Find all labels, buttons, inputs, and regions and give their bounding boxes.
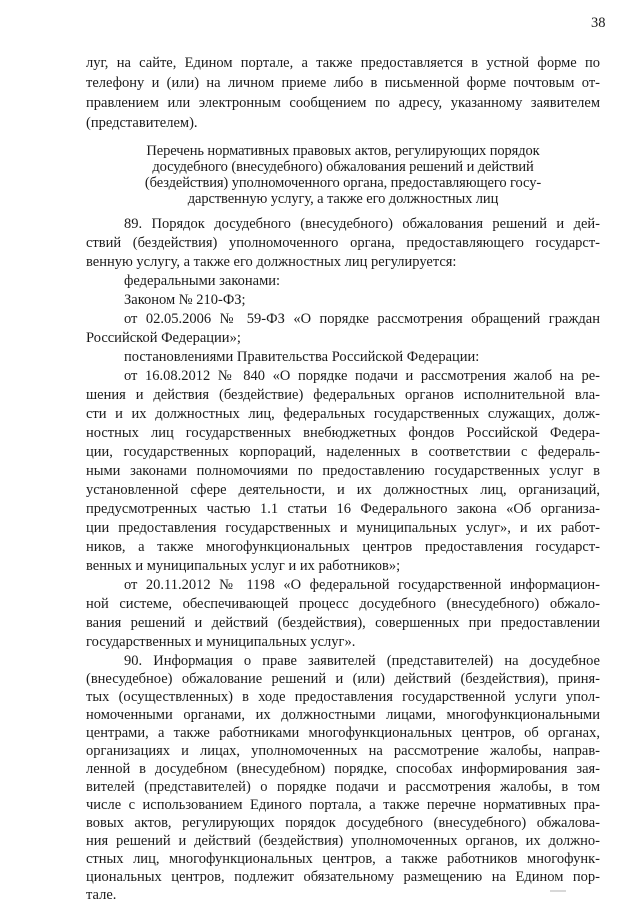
- text-line: (представителем).: [86, 115, 198, 131]
- text-line: Законом № 210-ФЗ;: [124, 292, 246, 308]
- text-line: вания решений и действий (бездействия), совершенных при предоставлении: [86, 615, 600, 631]
- text-line: вовых актов, регулирующих порядок досудебного (внесудебного) обжалова-: [86, 815, 600, 831]
- text-line: ствий (бездействия) уполномоченного органа, предоставляющего государст-: [86, 235, 600, 251]
- text-line: Российской Федерации»;: [86, 330, 241, 346]
- text-line: от 02.05.2006 № 59-ФЗ «О порядке рассмотрения обращений граждан: [124, 311, 600, 327]
- text-line: ции предоставления государственных и муниципальных услуг», и их работ-: [86, 520, 600, 536]
- text-line: от 20.11.2012 № 1198 «О федеральной государственной информацион-: [124, 577, 600, 593]
- text-line: от 16.08.2012 № 840 «О порядке подачи и рассмотрения жалоб на ре-: [124, 368, 600, 384]
- text-line: ной системе, обеспечивающей процесс досудебного (внесудебного) обжало-: [86, 596, 600, 612]
- text-line: предусмотренных частью 1.1 статьи 16 Федерального закона «Об организа-: [86, 501, 600, 517]
- text-line: ными законами полномочиями по предоставлению государственных услуг в: [86, 463, 600, 479]
- text-line: тых (осуществленных) в ходе предоставления государственной услуги упол-: [86, 689, 600, 705]
- section-heading-line: досудебного (внесудебного) обжалования решений и действий: [152, 159, 534, 175]
- text-line: организациях и лицах, уполномоченных на рассмотрение жалобы, направ-: [86, 743, 600, 759]
- text-line: установленной сфере деятельности, и их должностных лиц, организаций,: [86, 482, 600, 498]
- page-number: 38: [591, 15, 606, 31]
- text-line: номоченными органами, их должностными лицами, многофункциональными: [86, 707, 600, 723]
- section-heading-line: (бездействия) уполномоченного органа, предоставляющего госу-: [144, 175, 542, 191]
- text-line: центрами, а также работниками многофункциональных центров, об органах,: [86, 725, 600, 741]
- text-line: венных и муниципальных услуг и их работников»;: [86, 558, 401, 574]
- text-line: ния решений и действий (бездействия) уполномоченных органов, их должно-: [86, 833, 600, 849]
- text-line: ленной в досудебном (внесудебном) порядке, способах информирования зая-: [86, 761, 600, 777]
- text-line: (внесудебное) обжалование решений и (или) действий (бездействия), приня-: [86, 671, 600, 687]
- text-line: сти и их должностных лиц, федеральных государственных служащих, долж-: [86, 406, 600, 422]
- section-heading-line: дарственную услугу, а также его должностных лиц: [187, 191, 499, 207]
- text-line: телефону и (или) на личном приеме либо в письменной форме почтовым от-: [86, 75, 600, 91]
- text-line: вителей (представителей) о порядке подачи и рассмотрения жалобы, в том: [86, 779, 600, 795]
- text-line: венную услугу, а также его должностных лиц регулируется:: [86, 254, 457, 270]
- text-line: федеральными законами:: [124, 273, 281, 289]
- text-line: ции, государственных корпораций, наделенных в соответствии с федераль-: [86, 444, 600, 460]
- section-heading-line: Перечень нормативных правовых актов, регулирующих порядок: [146, 143, 540, 159]
- scan-artifact: [550, 890, 566, 892]
- text-line: циональных центров, подлежит обязательному размещению на Едином пор-: [86, 869, 600, 885]
- text-line: тале.: [86, 887, 117, 903]
- text-line: числе с использованием Единого портала, а также перечне нормативных пра-: [86, 797, 600, 813]
- text-line: стных лиц, многофункциональных центров, а также работников многофунк-: [86, 851, 600, 867]
- text-line: 90. Информация о праве заявителей (представителей) на досудебное: [124, 653, 600, 669]
- text-line: шения и действия (бездействие) федеральных органов исполнительной вла-: [86, 387, 600, 403]
- text-line: правлением или электронным сообщением по адресу, указанному заявителем: [86, 95, 600, 111]
- text-line: ностных лиц государственных внебюджетных фондов Российской Федера-: [86, 425, 600, 441]
- text-line: ников, а также многофункциональных центров предоставления государст-: [86, 539, 600, 555]
- text-line: постановлениями Правительства Российской Федерации:: [124, 349, 480, 365]
- text-line: луг, на сайте, Едином портале, а также предоставляется в устной форме по: [86, 55, 600, 71]
- text-line: 89. Порядок досудебного (внесудебного) обжалования решений и дей-: [124, 216, 600, 232]
- text-line: государственных и муниципальных услуг».: [86, 634, 356, 650]
